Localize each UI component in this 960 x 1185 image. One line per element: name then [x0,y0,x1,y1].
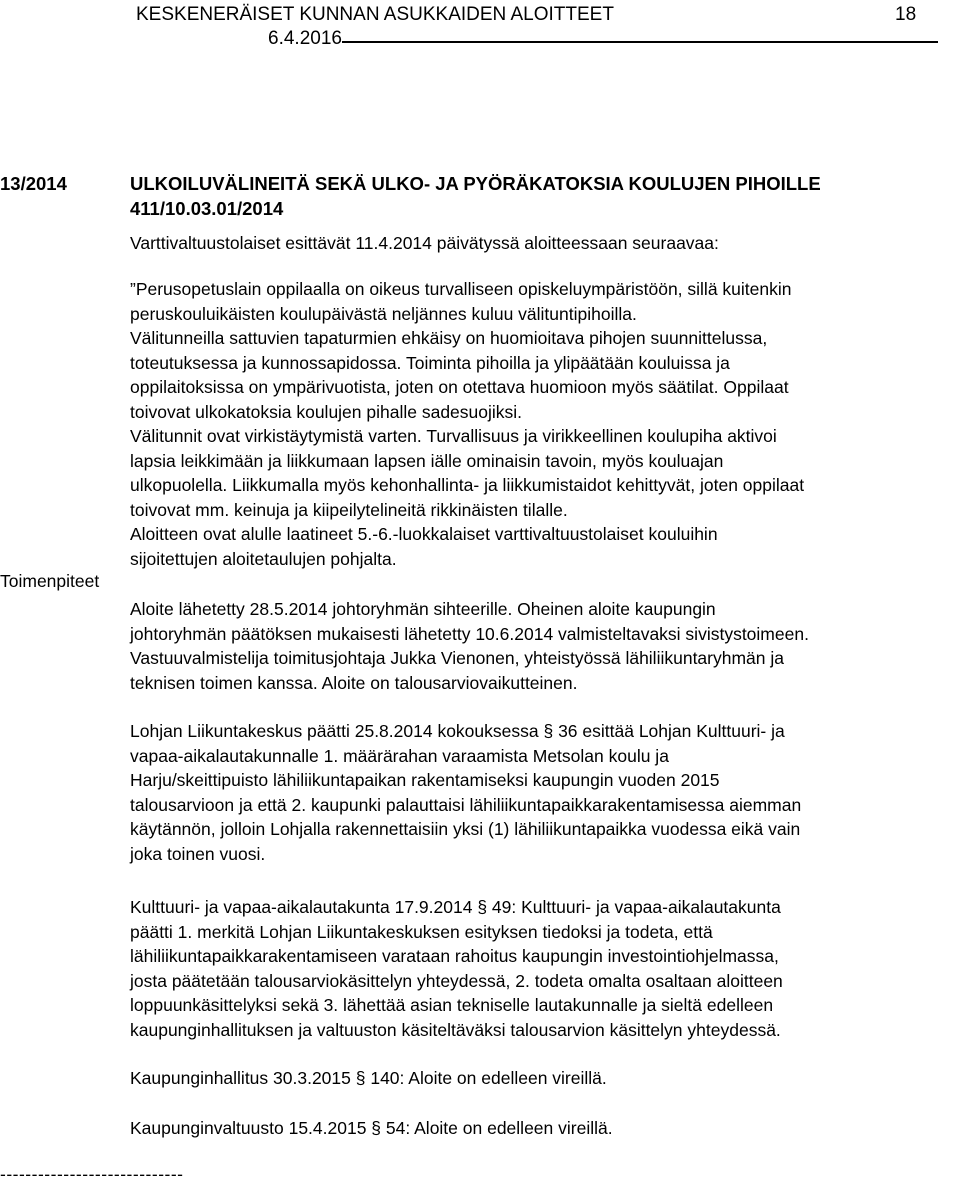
quote-line: Välitunnit ovat virkistäytymistä varten. Turvallisuus ja virikkeellinen koulupiha aktivoi [130,426,777,446]
page-number: 18 [895,4,917,25]
action-line: josta päätetään talousarviokäsittelyn yhteydessä, 2. todeta omalta osaltaan aloitteen [130,970,783,991]
quote-line: peruskouluikäisten koulupäivästä neljännes kuluu välituntipihoilla. [130,303,637,324]
header-rule [342,41,938,43]
action-paragraph [130,895,956,1042]
action-line: johtoryhmän päätöksen mukaisesti lähetetty 10.6.2014 valmisteltavaksi sivistystoimeen. [130,623,809,644]
action-line: loppuunkäsittelyksi sekä 3. lähettää asian tekniselle lautakunnalle ja sieltä edelleen [130,995,774,1015]
action-line: Harju/skeittipuisto lähiliikuntapaikan rakentamiseksi kaupungin vuoden 2015 [130,770,720,790]
actions-label: Toimenpiteet [0,571,100,591]
action-paragraph [130,1116,956,1141]
quote-line: ”Perusopetuslain oppilaalla on oikeus turvalliseen opiskeluympäristöön, sillä kuitenkin [130,279,792,299]
header-date: 6.4.2016 [268,28,342,49]
action-line: kaupunginhallituksen ja valtuuston käsiteltäväksi talousarvion käsittelyn yhteydessä. [130,1019,781,1040]
intro-paragraph [130,231,956,256]
quote-line: sijoitettujen aloitetaulujen pohjalta. [130,548,397,569]
action-line: lähiliikuntapaikkarakentamiseen varataan rahoitus kaupungin investointiohjelmassa, [130,946,779,966]
action-line: käytännön, jolloin Lohjalla rakennettaisiin yksi (1) lähiliikuntapaikka vuodessa eikä vain [130,819,801,839]
action-line: Kulttuuri- ja vapaa-aikalautakunta 17.9.2014 § 49: Kulttuuri- ja vapaa-aikalautakunta [130,897,781,917]
action-line: Lohjan Liikuntakeskus päätti 25.8.2014 kokouksessa § 36 esittää Lohjan Kulttuuri- ja [130,721,785,741]
case-number: 13/2014 [0,173,67,194]
action-line: vapaa-aikalautakunnalle 1. määrärahan varaamista Metsolan koulu ja [130,745,669,766]
footer-separator: ----------------------------- [0,1164,184,1184]
quote-line: toteutuksessa ja kunnossapidossa. Toiminta pihoilla ja ylipäätään kouluissa ja [130,352,730,373]
action-line: talousarvioon ja että 2. kaupunki palauttaisi lähiliikuntapaikkarakentamisessa aiemman [130,794,802,815]
case-reference: 411/10.03.01/2014 [130,198,284,219]
action-line: Aloite lähetetty 28.5.2014 johtoryhmän sihteerille. Oheinen aloite kaupungin [130,599,716,619]
header-title: KESKENERÄISET KUNNAN ASUKKAIDEN ALOITTEET [136,4,614,25]
action-line: teknisen toimen kanssa. Aloite on talousarviovaikutteinen. [130,672,578,693]
quote-line: toivovat mm. keinuja ja kiipeilytelineitä rikkinäisten tilalle. [130,499,568,520]
action-line: Vastuuvalmistelija toimitusjohtaja Jukka Vienonen, yhteistyössä lähiliikuntaryhmän ja [130,648,784,668]
quote-paragraph [130,277,956,571]
action-line: joka toinen vuosi. [130,843,266,864]
quote-line: Välitunneilla sattuvien tapaturmien ehkäisy on huomioitava pihojen suunnittelussa, [130,328,768,348]
action-paragraph [130,719,956,866]
quote-line: oppilaitoksissa on ympärivuotista, joten on otettava huomioon myös säätilat. Oppilaat [130,377,789,397]
intro-line: Varttivaltuustolaiset esittävät 11.4.2014 päivätyssä aloitteessaan seuraavaa: [130,233,719,253]
quote-line: toivovat ulkokatoksia koulujen pihalle sadesuojiksi. [130,401,523,422]
case-title: ULKOILUVÄLINEITÄ SEKÄ ULKO- JA PYÖRÄKATOKSIA KOULUJEN PIHOILLE [130,173,821,194]
action-line: Kaupunginvaltuusto 15.4.2015 § 54: Aloite on edelleen vireillä. [130,1118,613,1138]
quote-line: lapsia leikkimään ja liikkumaan lapsen iälle ominaisin tavoin, myös kouluajan [130,450,724,471]
quote-line: Aloitteen ovat alulle laatineet 5.-6.-luokkalaiset varttivaltuustolaiset kouluihin [130,524,718,544]
quote-line: ulkopuolella. Liikkumalla myös kehonhallinta- ja liikkumistaidot kehittyvät, joten oppilaat [130,475,805,495]
action-paragraph [130,597,956,695]
action-line: Kaupunginhallitus 30.3.2015 § 140: Aloite on edelleen vireillä. [130,1068,607,1088]
action-paragraph [130,1066,956,1091]
action-line: päätti 1. merkitä Lohjan Liikuntakeskuksen esityksen tiedoksi ja todeta, että [130,921,713,942]
